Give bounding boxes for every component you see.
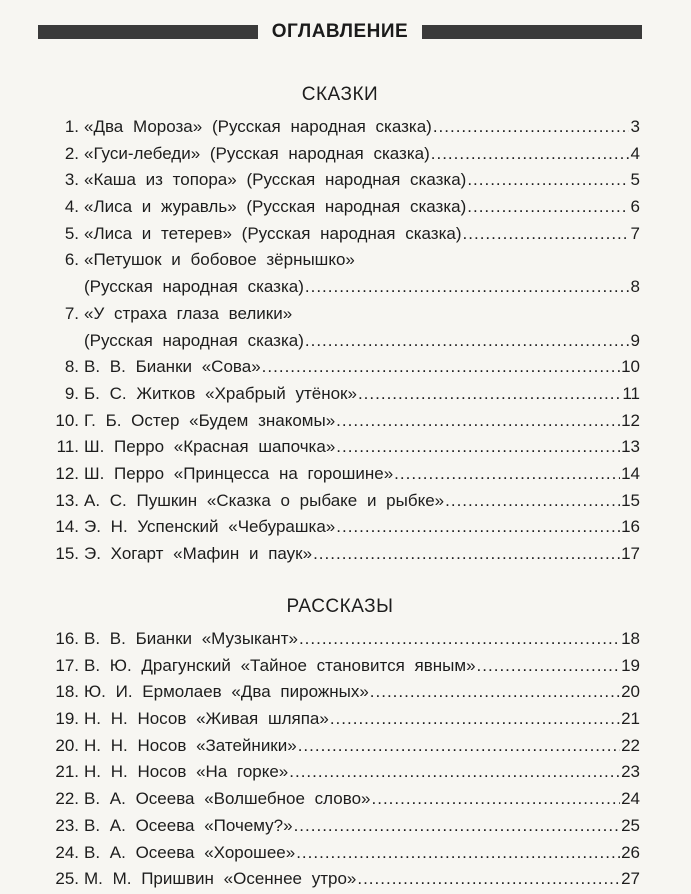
- entry-number: 19.: [55, 709, 79, 729]
- entry-page-number: 4: [630, 143, 640, 163]
- dot-leader: [372, 786, 621, 813]
- toc-entry: [40, 840, 640, 867]
- dot-leader: [467, 194, 629, 221]
- entry-number: 9.: [64, 383, 79, 403]
- entry-number: 3.: [64, 170, 79, 190]
- dot-leader: [336, 514, 620, 541]
- section-title-rasskazy: РАССКАЗЫ: [286, 596, 394, 617]
- entry-title: Г. Б. Остер «Будем знакомы»: [84, 410, 336, 430]
- dot-leader: [431, 141, 629, 168]
- toc-entry: [40, 221, 640, 248]
- dot-leader: [433, 114, 629, 141]
- entry-number: 2.: [64, 143, 79, 163]
- entry-page-number: 5: [630, 170, 640, 190]
- toc-entry: [40, 488, 640, 515]
- entry-number: 25.: [55, 869, 79, 889]
- entry-number: 15.: [55, 544, 79, 564]
- dot-leader: [289, 759, 620, 786]
- dot-leader: [336, 434, 620, 461]
- toc-entry: [40, 408, 640, 435]
- entry-number: 16.: [55, 629, 79, 648]
- toc-entry: [40, 381, 640, 408]
- toc-entry: [40, 626, 640, 653]
- toc-entry: [40, 541, 640, 568]
- entry-title: «Лиса и журавль» (Русская народная сказка): [84, 197, 467, 217]
- entry-page-number: 11: [622, 383, 640, 403]
- entry-number: 18.: [55, 682, 79, 702]
- entry-number: 24.: [55, 842, 79, 862]
- entry-number: 20.: [55, 735, 79, 755]
- dot-leader: [445, 488, 620, 515]
- entry-title: А. С. Пушкин «Сказка о рыбаке и рыбке»: [84, 490, 445, 510]
- dot-leader: [305, 274, 629, 301]
- dot-leader: [358, 381, 621, 408]
- entry-page-number: 6: [630, 197, 640, 217]
- toc-entry: [40, 141, 640, 168]
- entry-number: 12.: [55, 463, 79, 483]
- entry-number: 17.: [55, 655, 79, 675]
- toc-entry: [40, 247, 640, 300]
- entry-title: «Гуси-лебеди» (Русская народная сказка): [84, 143, 430, 163]
- toc-entry: [40, 653, 640, 680]
- entry-page-number: 8: [630, 277, 640, 297]
- entry-number: 21.: [55, 762, 79, 782]
- entry-title: Э. Н. Успенский «Чебурашка»: [84, 517, 336, 537]
- entry-number: 8.: [64, 357, 79, 377]
- toc-list-skazki: [40, 114, 640, 568]
- toc-header: [38, 20, 642, 44]
- entry-page-number: 15: [621, 490, 640, 510]
- section-title-skazki: СКАЗКИ: [301, 84, 379, 105]
- dot-leader: [299, 626, 620, 653]
- dot-leader: [298, 733, 620, 760]
- entry-title: Ш. Перро «Красная шапочка»: [84, 437, 336, 457]
- header-bar-right: [422, 25, 642, 39]
- entry-title: Н. Н. Носов «На горке»: [84, 762, 289, 782]
- dot-leader: [294, 813, 621, 840]
- entry-title: В. В. Бианки «Сова»: [84, 357, 261, 377]
- entry-title: В. Ю. Драгунский «Тайное становится явным»: [84, 655, 476, 675]
- entry-page-number: 16: [621, 517, 640, 537]
- entry-page-number: 19: [621, 655, 640, 675]
- entry-title: Н. Н. Носов «Затейники»: [84, 735, 297, 755]
- entry-title: В. В. Бианки «Музыкант»: [84, 629, 298, 648]
- page-title: ОГЛАВЛЕНИЕ: [271, 21, 409, 42]
- toc-entry: [40, 514, 640, 541]
- entry-page-number: 23: [621, 762, 640, 782]
- entry-title: Н. Н. Носов «Живая шляпа»: [84, 709, 329, 729]
- entry-title: «Два Мороза» (Русская народная сказка): [84, 117, 432, 136]
- toc-entry: [40, 706, 640, 733]
- entry-page-number: 10: [621, 357, 640, 377]
- entry-title: Э. Хогарт «Мафин и паук»: [84, 544, 313, 564]
- dot-leader: [394, 461, 620, 488]
- entry-number: 4.: [64, 197, 79, 217]
- entry-title: «Каша из топора» (Русская народная сказка): [84, 170, 467, 190]
- entry-title: Ш. Перро «Принцесса на горошине»: [84, 463, 394, 483]
- toc-list-rasskazy: [40, 626, 640, 893]
- dot-leader: [357, 866, 620, 893]
- dot-leader: [467, 167, 629, 194]
- entry-page-number: 12: [621, 410, 640, 430]
- toc-entry: [40, 759, 640, 786]
- entry-number: 10.: [55, 410, 79, 430]
- entry-page-number: 9: [630, 330, 640, 350]
- dot-leader: [305, 328, 629, 355]
- entry-title: «Петушок и бобовое зёрнышко»: [84, 250, 355, 270]
- dot-leader: [262, 354, 620, 381]
- entry-page-number: 22: [621, 735, 640, 755]
- entry-page-number: 7: [630, 223, 640, 243]
- entry-title: «У страха глаза велики»: [84, 303, 293, 323]
- entry-title-continued: (Русская народная сказка): [84, 277, 304, 297]
- entry-number: 22.: [55, 789, 79, 809]
- entry-number: 6.: [64, 250, 79, 270]
- header-bar-left: [38, 25, 258, 39]
- toc-entry: [40, 813, 640, 840]
- toc-entry: [40, 194, 640, 221]
- toc-entry: [40, 301, 640, 354]
- entry-page-number: 27: [621, 869, 640, 889]
- entry-title: В. А. Осеева «Почему?»: [84, 815, 293, 835]
- entry-number: 5.: [64, 223, 79, 243]
- entry-page-number: 14: [621, 463, 640, 483]
- entry-page-number: 13: [621, 437, 640, 457]
- dot-leader: [463, 221, 629, 248]
- toc-entry: [40, 434, 640, 461]
- entry-page-number: 26: [621, 842, 640, 862]
- dot-leader: [477, 653, 621, 680]
- toc-entry: [40, 114, 640, 141]
- toc-entry: [40, 461, 640, 488]
- entry-number: 1.: [64, 117, 79, 136]
- entry-title: Б. С. Житков «Храбрый утёнок»: [84, 383, 357, 403]
- entry-number: 23.: [55, 815, 79, 835]
- toc-entry: [40, 866, 640, 893]
- toc-entry: [40, 679, 640, 706]
- entry-page-number: 21: [621, 709, 640, 729]
- entry-page-number: 3: [630, 117, 640, 136]
- entry-page-number: 18: [621, 629, 640, 648]
- toc-entry: [40, 167, 640, 194]
- entry-page-number: 25: [621, 815, 640, 835]
- entry-title: «Лиса и тетерев» (Русская народная сказка): [84, 223, 462, 243]
- entry-title-continued: (Русская народная сказка): [84, 330, 304, 350]
- entry-title: Ю. И. Ермолаев «Два пирожных»: [84, 682, 369, 702]
- entry-number: 14.: [55, 517, 79, 537]
- dot-leader: [296, 840, 620, 867]
- entry-title: М. М. Пришвин «Осеннее утро»: [84, 869, 357, 889]
- entry-number: 11.: [56, 437, 79, 457]
- entry-number: 13.: [55, 490, 79, 510]
- dot-leader: [336, 408, 620, 435]
- entry-page-number: 24: [621, 789, 640, 809]
- entry-page-number: 20: [621, 682, 640, 702]
- entry-title: В. А. Осеева «Хорошее»: [84, 842, 296, 862]
- toc-entry: [40, 733, 640, 760]
- toc-entry: [40, 354, 640, 381]
- dot-leader: [330, 706, 620, 733]
- entry-page-number: 17: [621, 544, 640, 564]
- entry-number: 7.: [64, 303, 79, 323]
- entry-title: В. А. Осеева «Волшебное слово»: [84, 789, 371, 809]
- dot-leader: [313, 541, 620, 568]
- toc-entry: [40, 786, 640, 813]
- dot-leader: [370, 679, 620, 706]
